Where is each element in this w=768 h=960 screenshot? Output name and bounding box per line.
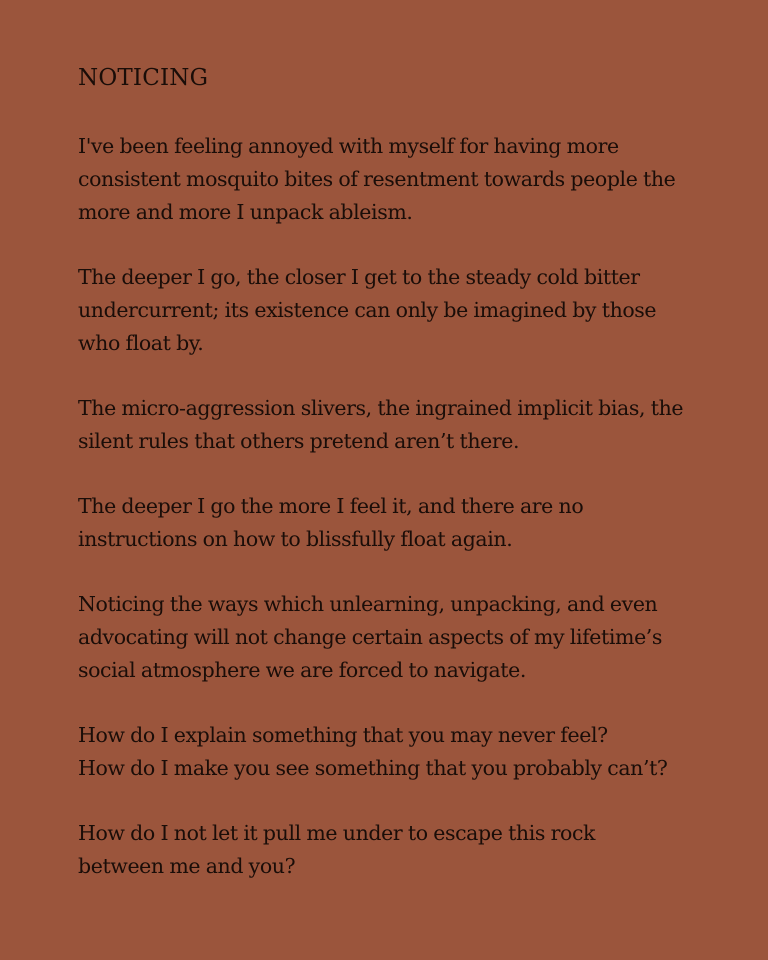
stanza-5 xyxy=(78,588,708,687)
stanza-1 xyxy=(78,130,708,229)
stanza-line: How do I make you see something that you probably can’t? xyxy=(78,756,668,780)
stanza-line: How do I explain something that you may never feel? xyxy=(78,723,608,747)
stanza-line: instructions on how to blissfully float again. xyxy=(78,527,513,551)
stanza-line: The deeper I go, the closer I get to the steady cold bitter xyxy=(78,265,640,289)
stanza-line: The micro-aggression slivers, the ingrained implicit bias, the xyxy=(78,396,684,420)
stanza-3 xyxy=(78,392,708,458)
stanza-line: between me and you? xyxy=(78,854,296,878)
stanza-7 xyxy=(78,817,708,883)
stanza-line: The deeper I go the more I feel it, and there are no xyxy=(78,494,584,518)
stanza-line: How do I not let it pull me under to escape this rock xyxy=(78,821,596,845)
poem-title: NOTICING xyxy=(78,65,209,91)
stanza-line: undercurrent; its existence can only be imagined by those xyxy=(78,298,657,322)
stanza-line: consistent mosquito bites of resentment towards people the xyxy=(78,167,676,191)
stanza-line: more and more I unpack ableism. xyxy=(78,200,413,224)
stanza-6 xyxy=(78,719,708,785)
stanza-2 xyxy=(78,261,708,360)
stanza-line: I've been feeling annoyed with myself for having more xyxy=(78,134,619,158)
stanza-line: who float by. xyxy=(78,331,204,355)
stanza-4 xyxy=(78,490,708,556)
stanza-line: advocating will not change certain aspects of my lifetime’s xyxy=(78,625,663,649)
stanza-line: Noticing the ways which unlearning, unpacking, and even xyxy=(78,592,658,616)
stanza-line: silent rules that others pretend aren’t there. xyxy=(78,429,520,453)
stanza-line: social atmosphere we are forced to navigate. xyxy=(78,658,526,682)
